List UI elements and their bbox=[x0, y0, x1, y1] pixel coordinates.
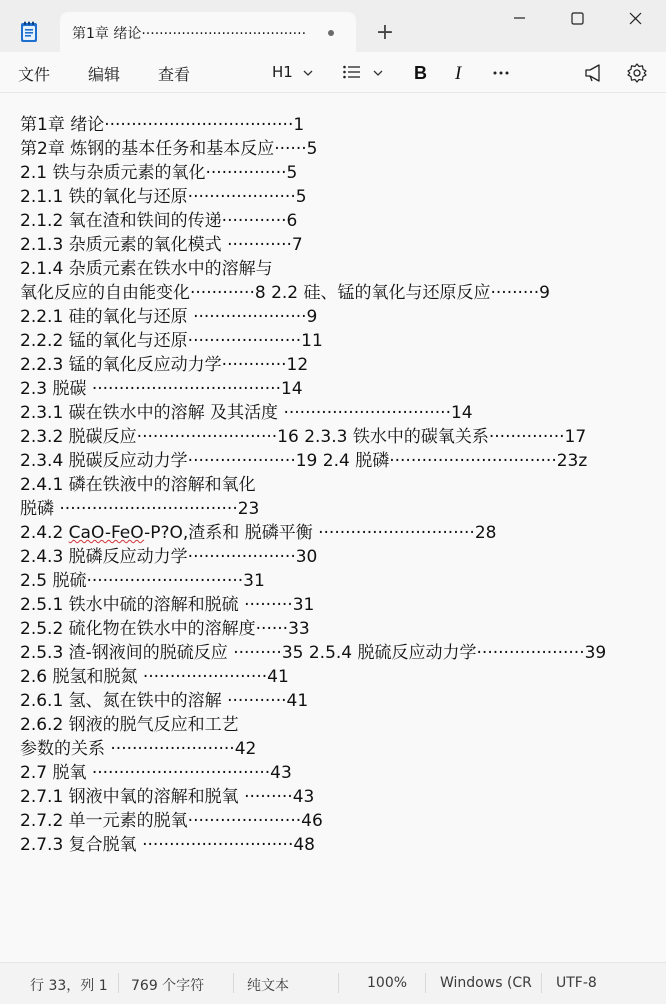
text-format[interactable]: 纯文本 bbox=[247, 978, 289, 994]
heading-label: H1 bbox=[272, 63, 293, 81]
divider bbox=[338, 973, 339, 993]
unsaved-indicator-icon[interactable] bbox=[328, 30, 334, 36]
divider bbox=[541, 973, 542, 993]
heading-dropdown[interactable] bbox=[270, 60, 318, 86]
menu-edit[interactable]: 编辑 bbox=[88, 65, 121, 84]
text-line: 第2章 炼钢的基本任务和基本反应······5 bbox=[20, 139, 318, 159]
italic-icon[interactable] bbox=[450, 60, 472, 86]
menu-view[interactable]: 查看 bbox=[158, 65, 191, 84]
text-line: 第1章 绪论···································1 bbox=[20, 115, 305, 135]
text-line: 脱磷 ·································23 bbox=[20, 499, 260, 519]
document-tab[interactable] bbox=[60, 12, 356, 52]
more-options-icon[interactable] bbox=[490, 60, 512, 86]
divider bbox=[425, 973, 426, 993]
text-line: 2.1.2 氧在渣和铁间的传递············6 bbox=[20, 211, 298, 231]
tab-title: 第1章 绪论····································· bbox=[72, 26, 307, 42]
zoom-level[interactable]: 100% bbox=[367, 975, 408, 991]
text-line: 2.4.2 CaO-FeO-P?O,渣系和 脱磷平衡 ·····························28 bbox=[20, 523, 497, 543]
divider bbox=[118, 973, 119, 993]
text-line: 2.6.1 氢、氮在铁中的溶解 ···········41 bbox=[20, 691, 309, 711]
bullet-list-icon bbox=[342, 64, 362, 80]
text-line: 2.1.3 杂质元素的氧化模式 ············7 bbox=[20, 235, 303, 255]
text-line: 2.4.1 磷在铁液中的溶解和氧化 bbox=[20, 475, 256, 495]
text-line: 2.1 铁与杂质元素的氧化···············5 bbox=[20, 163, 298, 183]
text-line: 2.1.1 铁的氧化与还原····················5 bbox=[20, 187, 307, 207]
svg-text:B: B bbox=[414, 63, 427, 83]
text-line: 2.5.2 硫化物在铁水中的溶解度······33 bbox=[20, 619, 310, 639]
text-line: 2.6.2 钢液的脱气反应和工艺 bbox=[20, 715, 239, 735]
text-line: 2.3.2 脱碳反应··························16 2.3.3 铁水中的碳氧关系··············17 bbox=[20, 427, 587, 447]
text-line: 2.7.3 复合脱氧 ····························48 bbox=[20, 835, 316, 855]
notepad-app-icon bbox=[18, 21, 40, 43]
text-line: 2.3.4 脱碳反应动力学····················19 2.4 脱磷·······························23z bbox=[20, 451, 588, 471]
copilot-megaphone-icon[interactable] bbox=[582, 60, 606, 86]
spellcheck-word[interactable]: CaO-FeO bbox=[68, 523, 145, 543]
settings-gear-icon[interactable] bbox=[625, 60, 649, 86]
text-line: 2.2.1 硅的氧化与还原 ·····················9 bbox=[20, 307, 318, 327]
new-tab-button[interactable]: + bbox=[375, 20, 395, 45]
status-bar bbox=[0, 962, 666, 1004]
minimize-button[interactable] bbox=[491, 0, 549, 40]
character-count: 769 个字符 bbox=[131, 978, 205, 994]
text-line: 2.2.2 锰的氧化与还原·····················11 bbox=[20, 331, 323, 351]
encoding[interactable]: UTF-8 bbox=[556, 975, 597, 991]
text-editor[interactable] bbox=[0, 93, 666, 961]
text-line: 2.3 脱碳 ···································14 bbox=[20, 379, 303, 399]
text-line: 2.7 脱氧 ·································43 bbox=[20, 763, 292, 783]
menu-bar bbox=[0, 52, 666, 93]
divider bbox=[233, 973, 234, 993]
text-line: 2.2.3 锰的氧化反应动力学············12 bbox=[20, 355, 309, 375]
svg-text:I: I bbox=[455, 63, 462, 84]
text-line: 2.3.1 碳在铁水中的溶解 及其活度 ·······························14 bbox=[20, 403, 473, 423]
text-line: 氧化反应的自由能变化············8 2.2 硅、锰的氧化与还原反应·········9 bbox=[20, 283, 550, 303]
title-bar bbox=[0, 0, 666, 52]
text-line: 2.5.1 铁水中硫的溶解和脱硫 ·········31 bbox=[20, 595, 315, 615]
text-line: 2.7.2 单一元素的脱氧·····················46 bbox=[20, 811, 323, 831]
text-line: 2.1.4 杂质元素在铁水中的溶解与 bbox=[20, 259, 273, 279]
text-line: 2.4.3 脱磷反应动力学····················30 bbox=[20, 547, 318, 567]
chevron-down-icon bbox=[372, 68, 384, 78]
maximize-button[interactable] bbox=[549, 0, 607, 40]
cursor-position[interactable]: 行 33，列 1 bbox=[30, 978, 108, 994]
text-line: 2.7.1 钢液中氧的溶解和脱氧 ·········43 bbox=[20, 787, 315, 807]
line-ending[interactable]: Windows (CR bbox=[440, 975, 532, 991]
text-line: 2.5.3 渣-钢液间的脱硫反应 ·········35 2.5.4 脱硫反应动力学····················39 bbox=[20, 643, 607, 663]
document-text bbox=[20, 113, 606, 857]
text-line: 2.5 脱硫·····························31 bbox=[20, 571, 265, 591]
list-dropdown[interactable] bbox=[342, 60, 388, 86]
text-line: 2.6 脱氢和脱氮 ·······················41 bbox=[20, 667, 289, 687]
text-line: 参数的关系 ·······················42 bbox=[20, 739, 257, 759]
menu-file[interactable]: 文件 bbox=[18, 65, 51, 84]
chevron-down-icon bbox=[302, 68, 314, 78]
bold-icon[interactable] bbox=[410, 60, 432, 86]
close-button[interactable] bbox=[607, 0, 665, 40]
